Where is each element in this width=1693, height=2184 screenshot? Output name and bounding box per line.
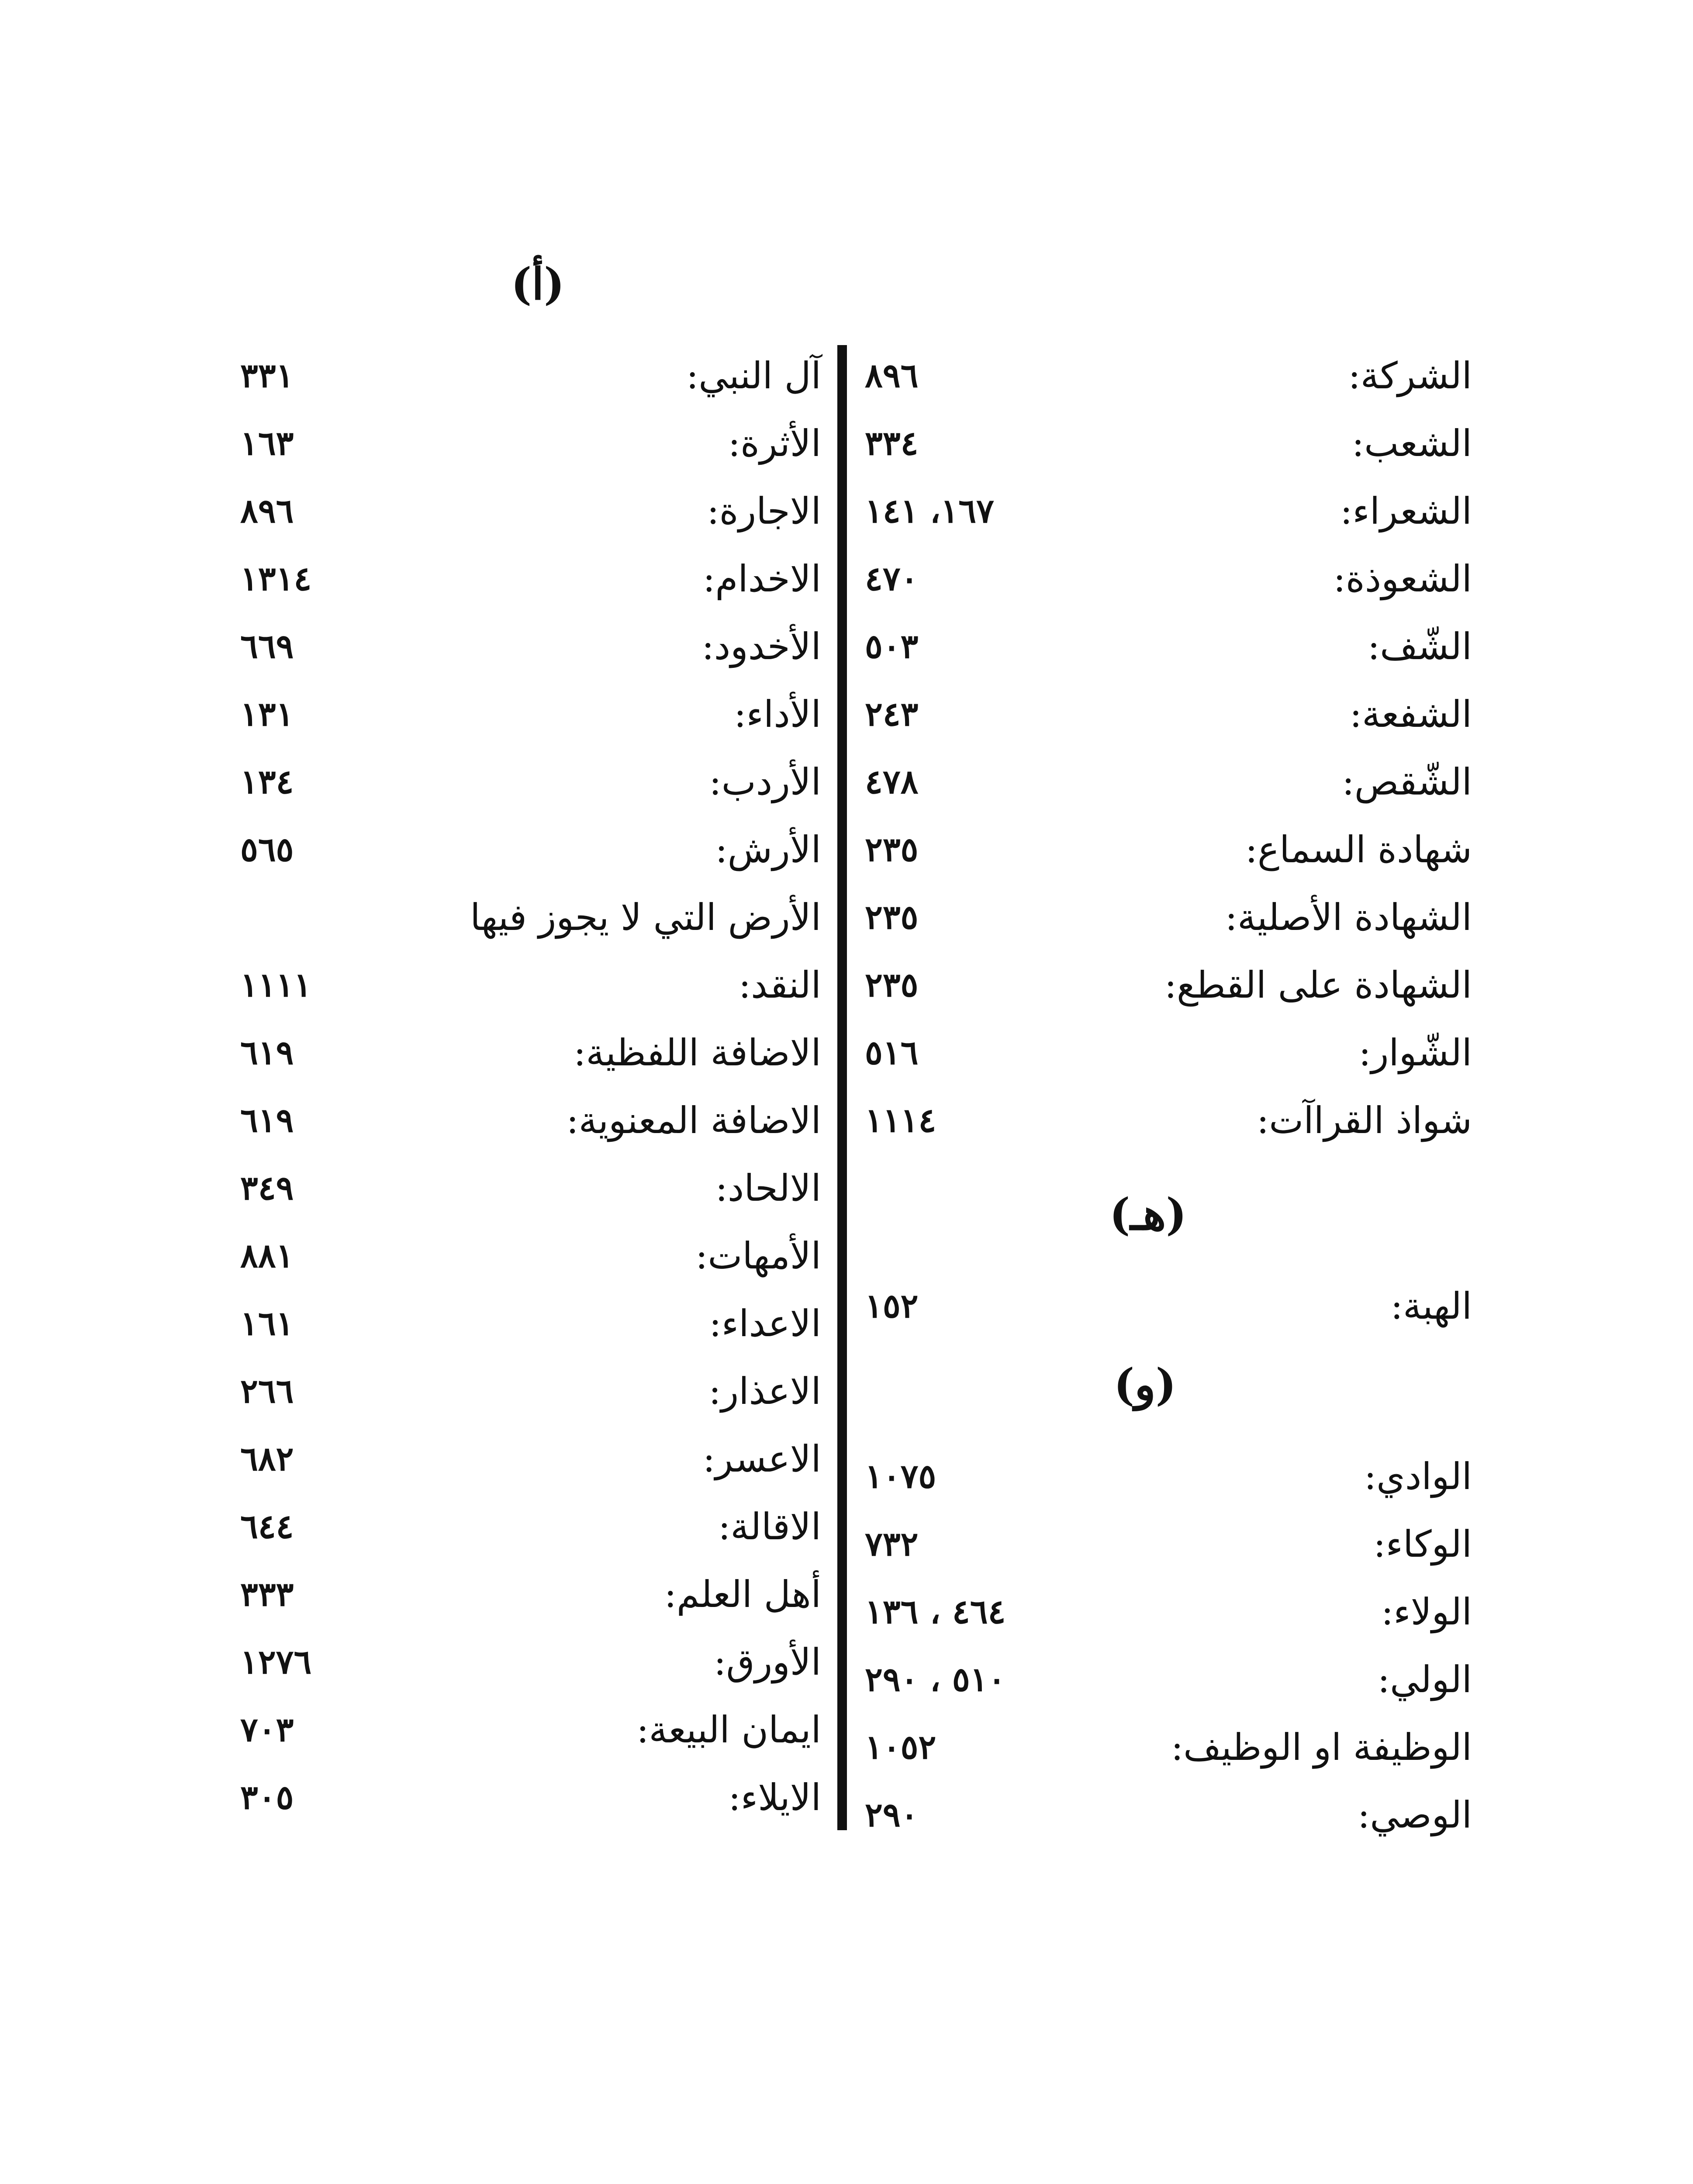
entry-term: آل النبي: <box>686 354 821 397</box>
index-entry <box>227 1631 834 1701</box>
entry-pages: ٥٦٥ <box>240 830 294 869</box>
entry-term: الشعراء: <box>1340 490 1472 532</box>
entry-pages: ٦٤٤ <box>240 1507 294 1546</box>
index-entry <box>227 345 834 415</box>
right-index-column <box>852 0 1472 2184</box>
entry-pages: ٢٣٥ <box>865 898 919 936</box>
entry-pages: ٦١٩ <box>240 1101 294 1140</box>
index-entry <box>852 413 1472 483</box>
entry-term: الولي: <box>1377 1658 1472 1701</box>
index-entry <box>227 751 834 821</box>
index-entry <box>852 887 1472 957</box>
entry-term: الاقالة: <box>718 1505 821 1548</box>
index-entry <box>852 684 1472 753</box>
index-entry <box>227 819 834 889</box>
index-entry <box>227 1293 834 1363</box>
entry-term: الاعذار: <box>708 1370 821 1413</box>
index-entry <box>852 1717 1472 1787</box>
entry-pages: ١٠٥٢ <box>865 1728 936 1766</box>
entry-pages: ١١١٤ <box>865 1101 936 1140</box>
entry-pages: ٣٤٩ <box>240 1168 294 1207</box>
section-heading-alif: (أ) <box>511 258 565 310</box>
entry-pages: ٨٨١ <box>240 1236 294 1275</box>
entry-pages: ٢٤٣ <box>865 695 919 733</box>
entry-term: الالحاد: <box>715 1167 821 1209</box>
entry-term: الشركة: <box>1348 354 1472 397</box>
index-entry <box>852 819 1472 889</box>
entry-term: الاضافة المعنوية: <box>566 1099 821 1142</box>
index-entry <box>227 1767 834 1837</box>
entry-term: الوصي: <box>1358 1794 1472 1836</box>
column-divider <box>837 345 847 1830</box>
entry-pages: ٨٩٦ <box>865 356 919 395</box>
index-entry <box>227 954 834 1024</box>
entry-pages: ٥١٦ <box>865 1033 919 1072</box>
entry-term: الاضافة اللفظية: <box>574 1031 821 1074</box>
entry-pages: ١٣١٤ <box>240 559 312 598</box>
entry-term: الشّقص: <box>1342 760 1472 803</box>
entry-pages: ٣٣٣ <box>240 1575 294 1614</box>
index-entry <box>227 548 834 618</box>
entry-term: الاعسر: <box>703 1438 821 1480</box>
index-entry <box>227 480 834 550</box>
index-entry <box>852 954 1472 1024</box>
entry-pages: ٤٦٤ ، ١٣٦ <box>865 1592 1006 1631</box>
index-entry <box>227 1699 834 1769</box>
entry-term: الأثرة: <box>728 422 821 465</box>
entry-pages: ٣٣٤ <box>865 424 919 463</box>
entry-pages: ٦٨٢ <box>240 1439 294 1478</box>
entry-pages: ٢٦٦ <box>240 1372 294 1410</box>
entry-term: الشعب: <box>1351 422 1472 465</box>
entry-term: الشّف: <box>1367 625 1472 668</box>
entry-pages: ١٦٣ <box>240 424 294 463</box>
index-entry <box>852 548 1472 618</box>
entry-term: الشّوار: <box>1358 1031 1472 1074</box>
index-entry <box>852 1581 1472 1651</box>
index-entry <box>852 751 1472 821</box>
entry-pages: ٧٠٣ <box>240 1710 294 1749</box>
index-entry <box>227 616 834 686</box>
entry-term: أهل العلم: <box>664 1573 821 1616</box>
entry-term: الولاء: <box>1381 1590 1472 1633</box>
index-entry <box>852 1022 1472 1092</box>
entry-pages: ١٣٤ <box>240 762 294 801</box>
entry-term: الأداء: <box>734 693 821 736</box>
entry-pages: ١٥٢ <box>865 1286 919 1325</box>
index-entry <box>852 1090 1472 1160</box>
index-entry <box>227 1158 834 1227</box>
entry-term: الأمهات: <box>695 1234 821 1277</box>
entry-term: الوادي: <box>1364 1455 1472 1498</box>
index-entry <box>852 616 1472 686</box>
entry-term: الوكاء: <box>1373 1523 1472 1565</box>
index-entry <box>227 1564 834 1634</box>
index-entry <box>227 1361 834 1431</box>
index-entry <box>852 480 1472 550</box>
entry-term: الشعوذة: <box>1333 557 1472 600</box>
entry-pages: ٢٣٥ <box>865 965 919 1004</box>
index-entry <box>227 1090 834 1160</box>
entry-term: الأرض التي لا يجوز فيها <box>470 896 821 939</box>
entry-pages: ٢٩٠ <box>865 1795 919 1834</box>
index-entry <box>852 1446 1472 1516</box>
entry-pages: ٣٣١ <box>240 356 294 395</box>
index-entry <box>227 1496 834 1566</box>
entry-pages: ١٣١ <box>240 695 294 733</box>
index-entry <box>227 684 834 753</box>
entry-pages: ٣٠٥ <box>240 1778 294 1817</box>
index-entry <box>852 1649 1472 1719</box>
entry-term: الشهادة على القطع: <box>1164 964 1472 1006</box>
left-index-column <box>227 0 834 2184</box>
index-entry <box>852 1784 1472 1854</box>
index-entry <box>227 1022 834 1092</box>
entry-pages: ١٦١ <box>240 1304 294 1343</box>
index-entry <box>852 1514 1472 1583</box>
entry-term: الهبة: <box>1390 1285 1472 1327</box>
index-entry <box>852 345 1472 415</box>
entry-term: شهادة السماع: <box>1245 828 1472 871</box>
entry-term: الشفعة: <box>1349 693 1472 736</box>
entry-pages: ٥٠٣ <box>865 627 919 666</box>
entry-term: النقد: <box>738 964 821 1006</box>
entry-pages: ٦٦٩ <box>240 627 294 666</box>
index-entry <box>852 1275 1472 1345</box>
entry-term: الاخدام: <box>703 557 821 600</box>
section-heading-ha: (هـ) <box>1109 1189 1187 1240</box>
entry-pages: ٧٣٢ <box>865 1524 919 1563</box>
index-entry <box>227 413 834 483</box>
entry-term: الوظيفة او الوظيف: <box>1171 1726 1472 1769</box>
entry-pages: ٨٩٦ <box>240 491 294 530</box>
entry-term: الأورق: <box>714 1641 821 1683</box>
entry-term: الأردب: <box>709 760 821 803</box>
entry-pages: ١٠٧٥ <box>865 1457 936 1496</box>
entry-term: الشهادة الأصلية: <box>1225 896 1472 939</box>
entry-pages: ٢٣٥ <box>865 830 919 869</box>
entry-pages: ٤٧٠ <box>865 559 919 598</box>
index-entry <box>227 887 834 957</box>
entry-pages: ١٦٧، ١٤١ <box>865 491 994 530</box>
entry-pages: ٦١٩ <box>240 1033 294 1072</box>
entry-pages: ٤٧٨ <box>865 762 919 801</box>
entry-term: الاجارة: <box>707 490 821 532</box>
entry-term: الأخدود: <box>701 625 821 668</box>
entry-pages: ١٢٧٦ <box>240 1642 312 1681</box>
index-entry <box>227 1225 834 1295</box>
entry-term: ايمان البيعة: <box>636 1708 821 1751</box>
entry-term: الاعداء: <box>709 1302 821 1345</box>
entry-pages: ١١١١ <box>240 965 312 1004</box>
entry-term: الايلاء: <box>728 1776 821 1819</box>
section-heading-waw: (و) <box>1114 1359 1176 1410</box>
entry-term: الأرش: <box>715 828 821 871</box>
entry-term: شواذ القراآت: <box>1256 1099 1472 1142</box>
entry-pages: ٥١٠ ، ٢٩٠ <box>865 1660 1006 1699</box>
index-entry <box>227 1428 834 1498</box>
